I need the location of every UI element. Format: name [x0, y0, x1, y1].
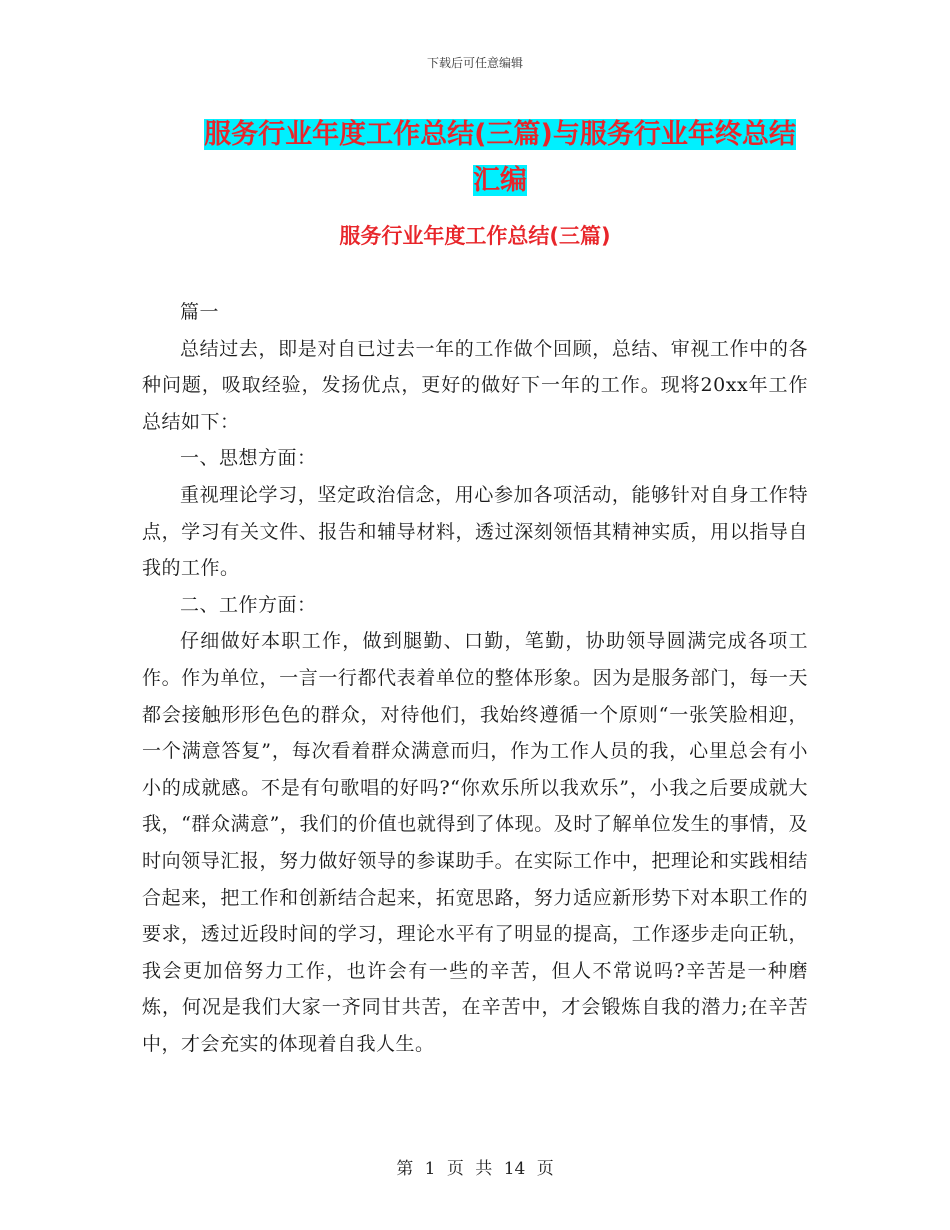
paragraph-part-label: 篇一	[180, 301, 220, 323]
header-note: 下载后可任意编辑	[426, 56, 523, 70]
paragraph-heading-thought: 一、思想方面：	[180, 447, 317, 470]
paragraph-thought: 重视理论学习，坚定政治信念，用心参加各项活动，能够针对自身工作特点，学习有关文件、报告和辅导材料，透过深刻领悟其精神实质，用以指导自我的工作。	[142, 483, 808, 580]
document-title-text: 服务行业年度工作总结(三篇)与服务行业年终总结汇编	[204, 119, 796, 196]
paragraph-work: 仔细做好本职工作，做到腿勤、口勤，笔勤，协助领导圆满完成各项工作。作为单位，一言一行都代表着单位的整体形象。因为是服务部门，每一天都会接触形形色色的群众，对待他们，我始终遵循一个原则“一张笑脸相迎，一个满意答复”，每次看着群众满意而归，作为工作人员的我，心里总会有小小的成就感。不是有句歌唱的好吗?“你欢乐所以我欢乐”，小我之后要成就大我，“群众满意”，我们的价值也就得到了体现。及时了解单位发生的事情，及时向领导汇报，努力做好领导的参谋助手。在实际工作中，把理论和实践相结合起来，把工作和创新结合起来，拓宽思路，努力适应新形势下对本职工作的要求，透过近段时间的学习，理论水平有了明显的提高，工作逐步走向正轨，我会更加倍努力工作，也许会有一些的辛苦，但人不常说吗?辛苦是一种磨炼，何况是我们大家一齐同甘共苦，在辛苦中，才会锻炼自我的潜力;在辛苦中，才会充实的体现着自我人生。	[142, 630, 808, 1055]
document-body	[142, 294, 808, 1062]
paragraph-intro: 总结过去，即是对自已过去一年的工作做个回顾，总结、审视工作中的各种问题，吸取经验，发扬优点，更好的做好下一年的工作。现将20xx年工作总结如下：	[142, 337, 808, 433]
paragraph-heading-work: 二、工作方面：	[180, 593, 317, 616]
page-footer: 第 1 页 共 14 页	[396, 1159, 554, 1179]
document-title	[195, 112, 805, 204]
section-title: 服务行业年度工作总结(三篇)	[339, 224, 611, 248]
